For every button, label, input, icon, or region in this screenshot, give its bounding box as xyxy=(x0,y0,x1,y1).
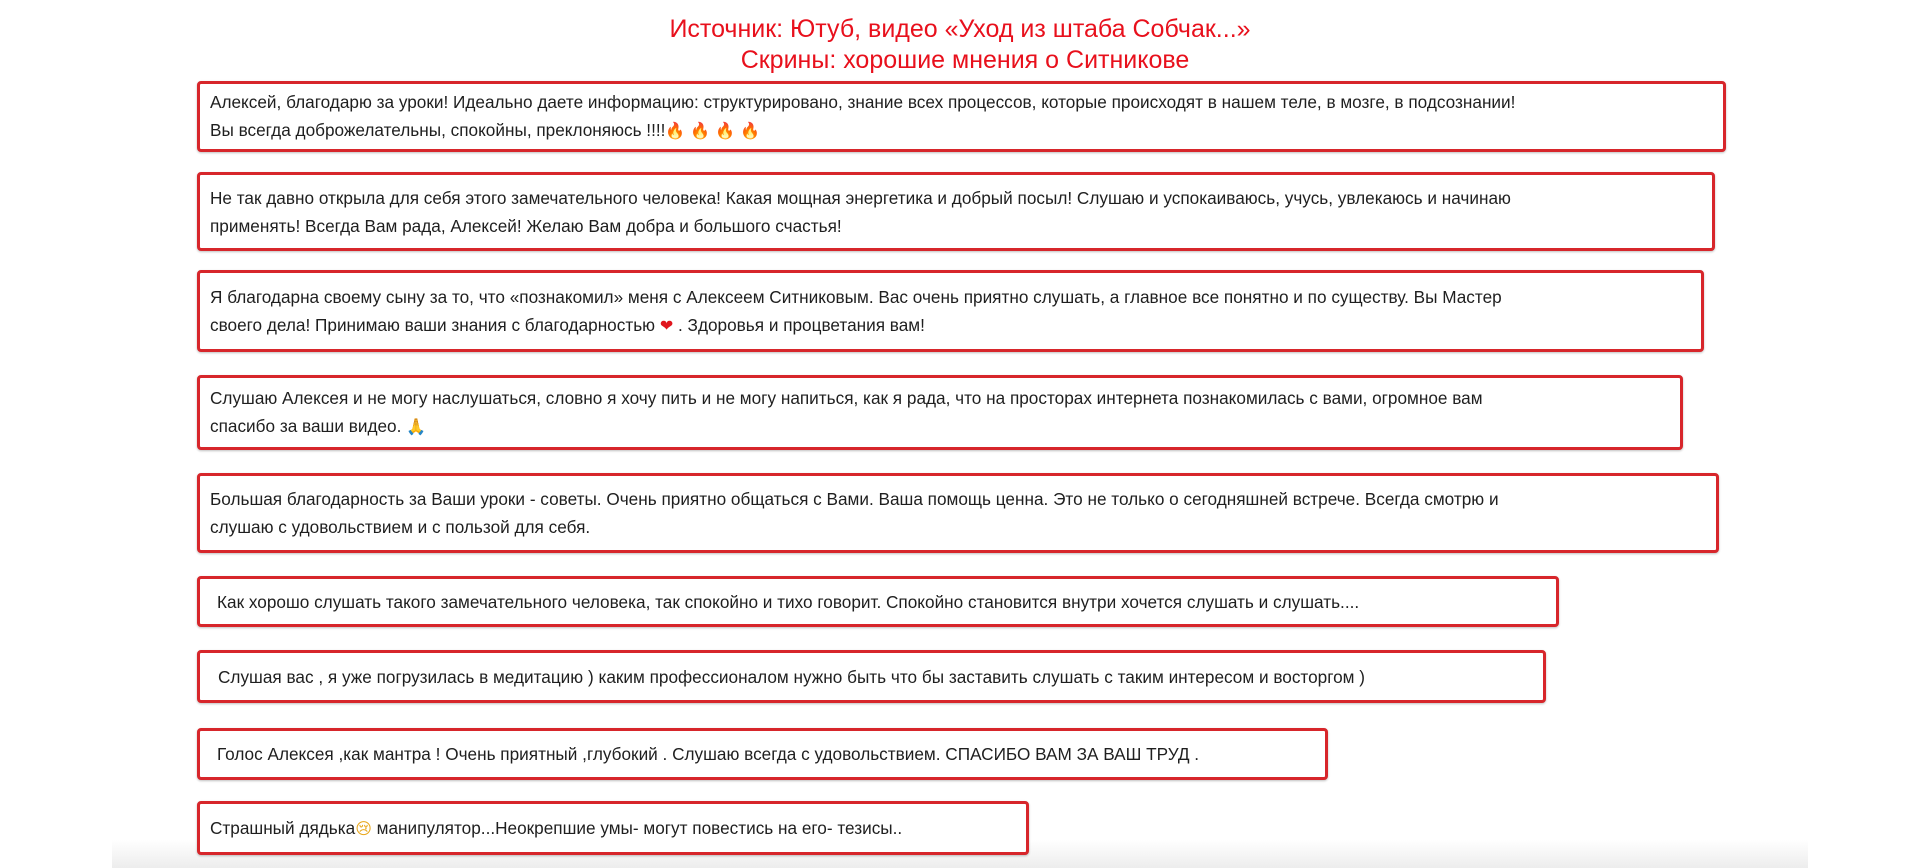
comment-line: манипулятор...Неокрепшие умы- могут повестись на его- тезисы.. xyxy=(371,817,903,838)
comment-line: слушаю с удовольствием и с пользой для себя. xyxy=(210,517,591,537)
comment-line: Алексей, благодарю за уроки! Идеально даете информацию: структурировано, знание всех процессов, которые происходят в нашем теле, в мозге, в подсознании! xyxy=(210,92,1516,112)
comment-box xyxy=(197,473,1719,553)
crying-face-icon: 😢 xyxy=(355,818,372,838)
praying-hands-icon: 🙏 xyxy=(406,417,427,436)
comment-text: Слушая вас , я уже погрузилась в медитацию ) каким профессионалом нужно быть что бы заставить слушать с таким интересом и восторгом ) xyxy=(218,666,1365,687)
comment-box xyxy=(197,81,1726,152)
comment-text: Голос Алексея ,как мантра ! Очень приятный ,глубокий . Слушаю всегда с удовольствием. СПАСИБО ВАМ ЗА ВАШ ТРУД . xyxy=(217,744,1200,764)
comment-line: своего дела! Принимаю ваши знания с благодарностью xyxy=(210,314,660,335)
comment-text xyxy=(210,384,1483,441)
comment-box xyxy=(197,270,1704,352)
comment-box xyxy=(197,576,1559,627)
comment-box xyxy=(197,375,1683,450)
header-source-line: Источник: Ютуб, видео «Уход из штаба Собчак...» xyxy=(669,15,1251,43)
comment-line: Я благодарна своему сыну за то, что «познакомил» меня с Алексеем Ситниковым. Вас очень приятно слушать, а главное все понятно и по существу. Вы Мастер xyxy=(210,286,1502,307)
comment-line: Страшный дядька xyxy=(210,817,356,838)
comment-box xyxy=(197,728,1328,780)
comment-line: Не так давно открыла для себя этого замечательного человека! Какая мощная энергетика и добрый посыл! Слушаю и успокаиваюсь, учусь, увлекаюсь и начинаю xyxy=(210,187,1511,208)
comment-text xyxy=(210,184,1511,240)
comment-text xyxy=(210,814,902,843)
comment-text xyxy=(210,485,1499,541)
comment-box xyxy=(197,801,1029,855)
page-header xyxy=(0,14,1920,76)
heart-icon: ❤ xyxy=(659,315,674,335)
fire-icon: 🔥 🔥 🔥 🔥 xyxy=(665,121,761,140)
comment-text: Как хорошо слушать такого замечательного человека, так спокойно и тихо говорит. Спокойно становится внутри хочется слушать и слушать.... xyxy=(217,591,1360,612)
comment-line: Большая благодарность за Ваши уроки - советы. Очень приятно общаться с Вами. Ваша помощь ценна. Это не только о сегодняшней встрече. Всегда смотрю и xyxy=(210,489,1499,509)
comment-line: . Здоровья и процветания вам! xyxy=(673,314,925,335)
header-caption-line: Скрины: хорошие мнения о Ситникове xyxy=(740,46,1190,74)
comment-line: Вы всегда доброжелательны, спокойны, преклоняюсь !!!! xyxy=(210,120,666,140)
comment-text xyxy=(210,88,1515,145)
comment-line: спасибо за ваши видео. xyxy=(210,416,407,436)
comment-box xyxy=(197,172,1715,251)
comment-line: применять! Всегда Вам рада, Алексей! Желаю Вам добра и большого счастья! xyxy=(210,215,842,236)
comment-line: Слушаю Алексея и не могу наслушаться, словно я хочу пить и не могу напиться, как я рада, что на просторах интернета познакомилась с вами, огромное вам xyxy=(210,388,1483,408)
comment-text xyxy=(210,283,1502,340)
comment-box xyxy=(197,650,1546,703)
